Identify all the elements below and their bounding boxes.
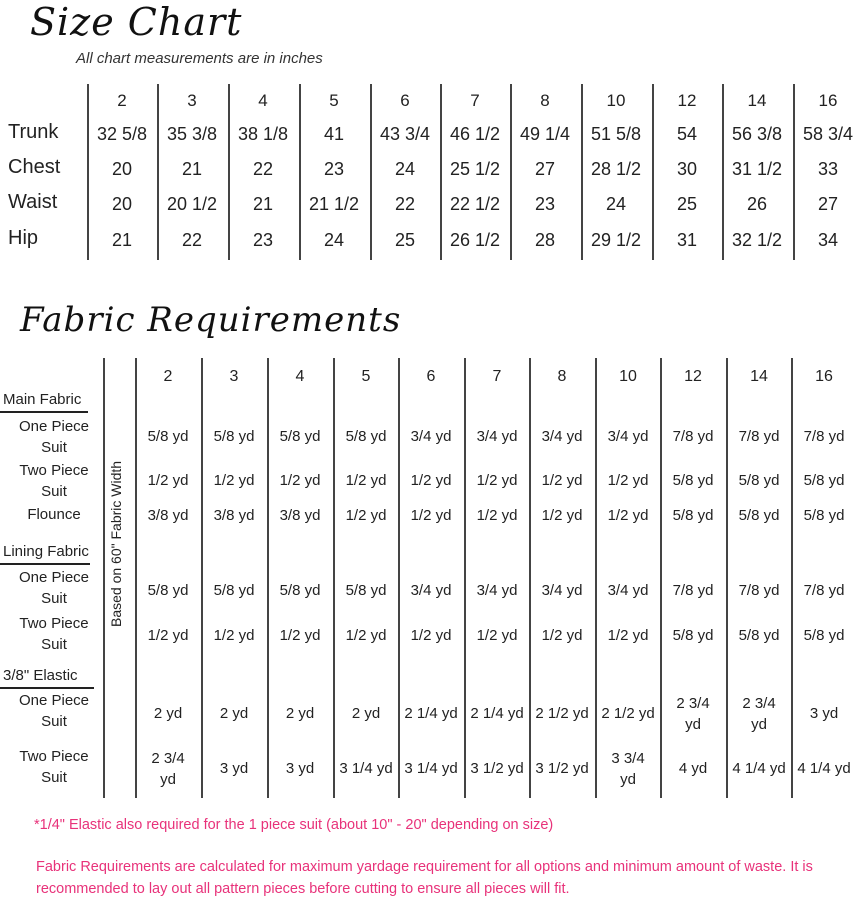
- size-cell: 32 1/2: [731, 230, 783, 250]
- size-cell: 24: [605, 194, 627, 214]
- size-cell: 21: [111, 230, 133, 250]
- fabric-cell: 1/2 yd: [345, 472, 387, 489]
- size-cell: 23: [534, 194, 556, 214]
- size-chart-title: Size Chart: [30, 0, 243, 44]
- size-cell: 58 3/4: [802, 124, 854, 144]
- fabric-row-label-line: One Piece: [18, 569, 90, 586]
- size-cell: 46 1/2: [449, 124, 501, 144]
- fabric-cell: 1/2 yd: [213, 627, 255, 644]
- fabric-cell: 2 1/2 yd: [601, 705, 655, 722]
- fabric-cell: 2 1/4 yd: [470, 705, 524, 722]
- fabric-row-label-line: Suit: [41, 636, 67, 653]
- size-chart-subtitle: All chart measurements are in inches: [76, 50, 323, 67]
- size-row-label: Waist: [8, 191, 58, 213]
- fabric-row-label: [8, 460, 100, 502]
- fabric-cell: 3/4 yd: [410, 428, 452, 445]
- fabric-cell: [726, 693, 792, 735]
- fabric-cell-line: yd: [160, 771, 176, 788]
- fabric-col-divider: [267, 358, 269, 798]
- size-cell: 41: [323, 124, 345, 144]
- fabric-col-divider: [464, 358, 466, 798]
- fabric-cell: 3/8 yd: [147, 507, 189, 524]
- fabric-cell: 5/8 yd: [803, 507, 845, 524]
- requirements-note: Fabric Requirements are calculated for maximum yardage requirement for all options and minimum amount of waste. It is recommended to lay out all pattern pieces before cutting to ensure all pieces will fit.: [36, 859, 813, 897]
- size-cell: 22: [181, 230, 203, 250]
- fabric-cell: 5/8 yd: [147, 582, 189, 599]
- fabric-cell: 3 1/2 yd: [470, 760, 524, 777]
- fabric-cell: 2 yd: [219, 705, 249, 722]
- size-cell: 23: [252, 230, 274, 250]
- fabric-cell: 1/2 yd: [607, 627, 649, 644]
- fabric-row-label-line: Two Piece: [19, 748, 89, 765]
- fabric-size-header: 10: [619, 368, 637, 385]
- fabric-cell-line: 3 3/4: [611, 750, 645, 767]
- fabric-col-divider: [333, 358, 335, 798]
- size-cell: 21 1/2: [308, 194, 360, 214]
- fabric-cell: 7/8 yd: [803, 428, 845, 445]
- fabric-cell: 1/2 yd: [541, 507, 583, 524]
- fabric-section-label: 3/8" Elastic: [3, 667, 78, 684]
- fabric-cell: 1/2 yd: [345, 627, 387, 644]
- fabric-cell: 5/8 yd: [279, 428, 321, 445]
- fabric-cell: 5/8 yd: [738, 507, 780, 524]
- fabric-cell: 1/2 yd: [147, 472, 189, 489]
- fabric-row-label-line: Suit: [41, 769, 67, 786]
- fabric-cell: 3/4 yd: [607, 428, 649, 445]
- size-header: 14: [747, 91, 767, 110]
- fabric-cell: 1/2 yd: [541, 627, 583, 644]
- fabric-cell: 2 1/4 yd: [404, 705, 458, 722]
- fabric-cell: 5/8 yd: [672, 472, 714, 489]
- size-cell: 35 3/8: [166, 124, 218, 144]
- size-cell: 38 1/8: [237, 124, 289, 144]
- fabric-size-header: 12: [684, 368, 702, 385]
- fabric-cell: 1/2 yd: [213, 472, 255, 489]
- fabric-cell: 5/8 yd: [738, 472, 780, 489]
- fabric-size-header: 6: [426, 368, 436, 385]
- size-cell: 33: [817, 159, 839, 179]
- fabric-cell: 2 1/2 yd: [535, 705, 589, 722]
- fabric-cell: 4 1/4 yd: [732, 760, 786, 777]
- size-cell: 27: [534, 159, 556, 179]
- fabric-cell: 2 yd: [285, 705, 315, 722]
- size-cell: 25: [676, 194, 698, 214]
- size-cell: 20 1/2: [166, 194, 218, 214]
- fabric-size-header: 14: [750, 368, 768, 385]
- fabric-cell: 3/4 yd: [541, 582, 583, 599]
- size-header: 7: [470, 91, 480, 110]
- fabric-cell: 1/2 yd: [476, 627, 518, 644]
- size-cell: 24: [394, 159, 416, 179]
- size-cell: 21: [181, 159, 203, 179]
- fabric-cell: 3/4 yd: [410, 582, 452, 599]
- fabric-row-label: [8, 504, 100, 525]
- fabric-cell: 7/8 yd: [803, 582, 845, 599]
- fabric-col-divider: [529, 358, 531, 798]
- fabric-section-underline: [0, 411, 88, 413]
- size-row-label: Trunk: [8, 121, 59, 143]
- fabric-cell: 5/8 yd: [345, 582, 387, 599]
- fabric-cell: 1/2 yd: [476, 472, 518, 489]
- size-cell: 20: [111, 194, 133, 214]
- size-cell: 22 1/2: [449, 194, 501, 214]
- size-cell: 43 3/4: [379, 124, 431, 144]
- fabric-size-header: 4: [295, 368, 305, 385]
- fabric-cell: 3/4 yd: [476, 428, 518, 445]
- fabric-row-label: [8, 746, 100, 788]
- fabric-cell: 5/8 yd: [345, 428, 387, 445]
- fabric-cell: 5/8 yd: [672, 507, 714, 524]
- fabric-cell: 7/8 yd: [672, 428, 714, 445]
- fabric-cell-line: yd: [620, 771, 636, 788]
- size-header: 10: [606, 91, 626, 110]
- fabric-cell-line: 2 3/4: [676, 695, 710, 712]
- size-header: 6: [400, 91, 410, 110]
- size-header: 16: [818, 91, 838, 110]
- size-header: 12: [677, 91, 697, 110]
- fabric-section-underline: [0, 563, 90, 565]
- size-header: 4: [258, 91, 268, 110]
- fabric-size-header: 2: [163, 368, 173, 385]
- fabric-col-divider: [595, 358, 597, 798]
- fabric-cell: 3/4 yd: [476, 582, 518, 599]
- fabric-width-note: Based on 60" Fabric Width: [108, 460, 124, 627]
- fabric-cell: 7/8 yd: [672, 582, 714, 599]
- fabric-cell: 1/2 yd: [541, 472, 583, 489]
- fabric-size-header: 8: [557, 368, 567, 385]
- fabric-cell: 1/2 yd: [345, 507, 387, 524]
- elastic-note: *1/4" Elastic also required for the 1 piece suit (about 10" - 20" depending on size): [34, 817, 554, 833]
- fabric-cell: 3 1/4 yd: [404, 760, 458, 777]
- fabric-row-label-line: One Piece: [18, 418, 90, 435]
- size-header: 3: [187, 91, 197, 110]
- fabric-row-label-line: Two Piece: [19, 462, 89, 479]
- fabric-cell: 4 yd: [678, 760, 708, 777]
- fabric-row-label-line: One Piece: [18, 692, 90, 709]
- fabric-cell: 3 yd: [285, 760, 315, 777]
- size-cell: 22: [394, 194, 416, 214]
- size-cell: 22: [252, 159, 274, 179]
- size-header: 2: [117, 91, 127, 110]
- size-cell: 26: [746, 194, 768, 214]
- fabric-cell: 3 yd: [219, 760, 249, 777]
- size-cell: 29 1/2: [590, 230, 642, 250]
- size-cell: 23: [323, 159, 345, 179]
- size-row-label: Hip: [8, 227, 39, 249]
- size-cell: 31 1/2: [731, 159, 783, 179]
- fabric-cell: 3 1/2 yd: [535, 760, 589, 777]
- fabric-size-header: 5: [361, 368, 371, 385]
- fabric-col-divider: [398, 358, 400, 798]
- fabric-requirements-title: Fabric Requirements: [20, 300, 402, 340]
- fabric-col-divider: [201, 358, 203, 798]
- fabric-cell: [595, 748, 661, 790]
- fabric-cell: 1/2 yd: [410, 627, 452, 644]
- fabric-cell: 7/8 yd: [738, 428, 780, 445]
- size-cell: 28 1/2: [590, 159, 642, 179]
- fabric-cell: 5/8 yd: [279, 582, 321, 599]
- size-cell: 30: [676, 159, 698, 179]
- size-cell: 34: [817, 230, 839, 250]
- size-cell: 51 5/8: [590, 124, 642, 144]
- fabric-cell: 3 1/4 yd: [339, 760, 393, 777]
- size-cell: 25: [394, 230, 416, 250]
- fabric-size-header: 3: [229, 368, 239, 385]
- size-cell: 56 3/8: [731, 124, 783, 144]
- fabric-cell: 3/8 yd: [213, 507, 255, 524]
- size-cell: 21: [252, 194, 274, 214]
- fabric-cell: [135, 748, 201, 790]
- fabric-cell: 5/8 yd: [803, 472, 845, 489]
- fabric-cell: 5/8 yd: [213, 428, 255, 445]
- fabric-cell: 1/2 yd: [147, 627, 189, 644]
- size-header: 8: [540, 91, 550, 110]
- fabric-cell: 1/2 yd: [279, 472, 321, 489]
- fabric-row-label: [8, 613, 100, 655]
- fabric-cell: 1/2 yd: [607, 472, 649, 489]
- fabric-row-label-line: Flounce: [27, 506, 81, 523]
- fabric-cell: 7/8 yd: [738, 582, 780, 599]
- fabric-cell: 1/2 yd: [410, 507, 452, 524]
- fabric-cell: 2 yd: [351, 705, 381, 722]
- fabric-cell: 5/8 yd: [147, 428, 189, 445]
- fabric-row-label-line: Suit: [41, 590, 67, 607]
- fabric-cell: 3 yd: [809, 705, 839, 722]
- fabric-cell: 3/8 yd: [279, 507, 321, 524]
- fabric-row-label: [8, 690, 100, 732]
- size-cell: 32 5/8: [96, 124, 148, 144]
- size-header: 5: [329, 91, 339, 110]
- size-cell: 27: [817, 194, 839, 214]
- size-cell: 54: [676, 124, 698, 144]
- fabric-section-label: Main Fabric: [3, 391, 82, 408]
- fabric-cell: 5/8 yd: [803, 627, 845, 644]
- size-cell: 25 1/2: [449, 159, 501, 179]
- fabric-cell-line: 2 3/4: [742, 695, 776, 712]
- fabric-col-divider: [135, 358, 137, 798]
- fabric-row-label-line: Suit: [41, 439, 67, 456]
- fabric-cell-line: yd: [751, 716, 767, 733]
- fabric-row-label-line: Suit: [41, 483, 67, 500]
- fabric-row-label: [8, 567, 100, 609]
- size-cell: 26 1/2: [449, 230, 501, 250]
- fabric-section-underline: [0, 687, 94, 689]
- fabric-section-label: Lining Fabric: [3, 543, 89, 560]
- fabric-cell: 1/2 yd: [410, 472, 452, 489]
- fabric-cell: 5/8 yd: [672, 627, 714, 644]
- fabric-size-header: 7: [492, 368, 502, 385]
- size-cell: 24: [323, 230, 345, 250]
- fabric-cell: [660, 693, 726, 735]
- fabric-cell: 5/8 yd: [738, 627, 780, 644]
- fabric-cell: 3/4 yd: [607, 582, 649, 599]
- size-cell: 31: [676, 230, 698, 250]
- fabric-size-header: 16: [815, 368, 833, 385]
- size-cell: 20: [111, 159, 133, 179]
- fabric-cell: 5/8 yd: [213, 582, 255, 599]
- fabric-cell: 1/2 yd: [607, 507, 649, 524]
- fabric-col-divider: [103, 358, 105, 798]
- fabric-cell: 2 yd: [153, 705, 183, 722]
- size-cell: 28: [534, 230, 556, 250]
- fabric-row-label: [8, 416, 100, 458]
- fabric-row-label-line: Two Piece: [19, 615, 89, 632]
- fabric-cell: 4 1/4 yd: [797, 760, 851, 777]
- fabric-cell-line: yd: [685, 716, 701, 733]
- size-row-label: Chest: [8, 156, 61, 178]
- size-cell: 49 1/4: [519, 124, 571, 144]
- fabric-row-label-line: Suit: [41, 713, 67, 730]
- fabric-cell: 1/2 yd: [476, 507, 518, 524]
- fabric-cell: 1/2 yd: [279, 627, 321, 644]
- fabric-cell: 3/4 yd: [541, 428, 583, 445]
- fabric-cell-line: 2 3/4: [151, 750, 185, 767]
